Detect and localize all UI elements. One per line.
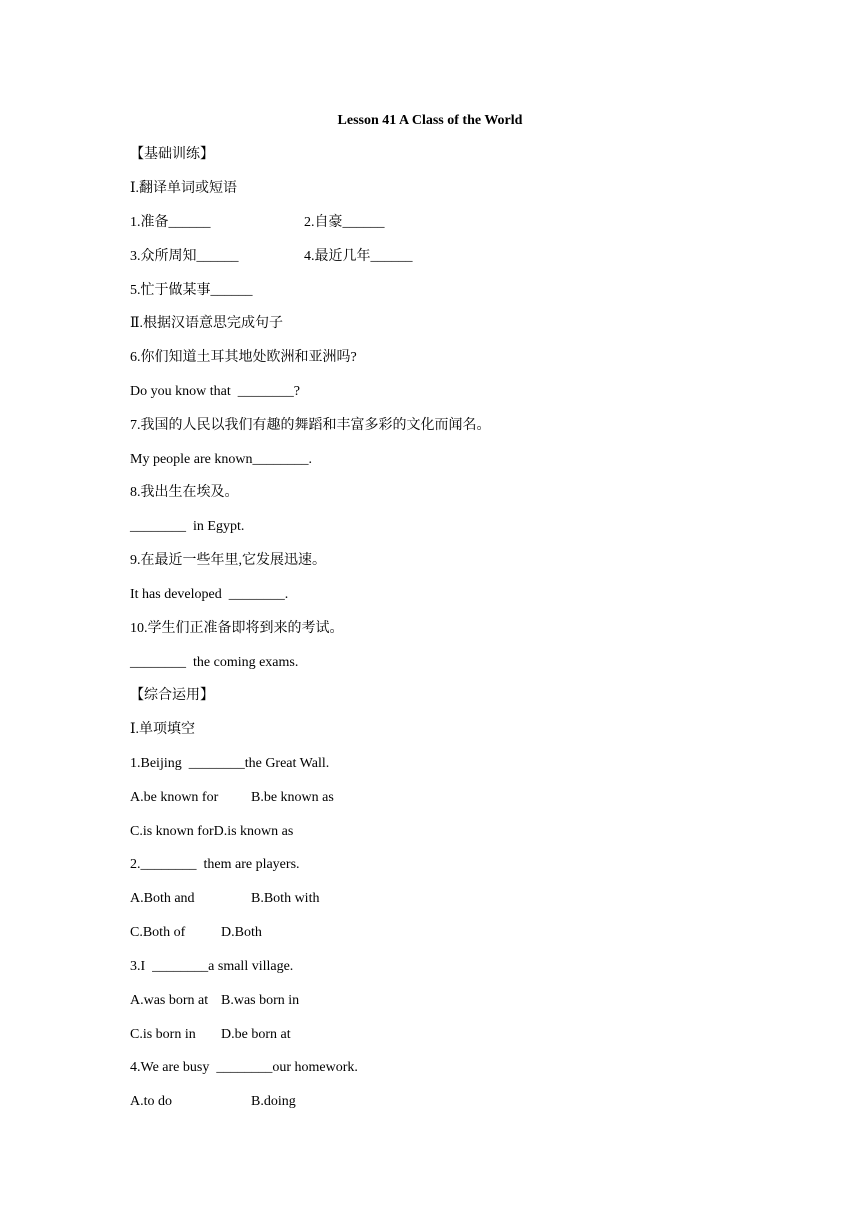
part-title-sentences: Ⅱ.根据汉语意思完成句子 [130,316,284,331]
mc-question-3: 3.I ________a small village. [130,959,294,974]
sentence-8-chinese: 8.我出生在埃及。 [130,485,239,500]
vocab-item-5: 5.忙于做某事______ [130,283,253,298]
sentence-10-chinese: 10.学生们正准备即将到来的考试。 [130,621,344,636]
page-title: Lesson 41 A Class of the World [337,113,523,128]
sentence-10-english: ________ the coming exams. [130,655,299,670]
mc-option-3d: D.be born at [221,1027,291,1042]
section-header-basic: 【基础训练】 [130,147,214,162]
mc-option-2c: C.Both of [130,925,186,940]
mc-option-1b: B.be known as [251,790,334,805]
mc-question-2: 2.________ them are players. [130,857,300,872]
mc-question-4: 4.We are busy ________our homework. [130,1060,358,1075]
vocab-item-4: 4.最近几年______ [304,249,413,264]
mc-option-1a: A.be known for [130,790,219,805]
sentence-7-english: My people are known________. [130,452,312,467]
sentence-8-english: ________ in Egypt. [130,519,245,534]
vocab-item-2: 2.自豪______ [304,215,385,230]
mc-option-3a: A.was born at [130,993,209,1008]
mc-option-2a: A.Both and [130,891,195,906]
sentence-7-chinese: 7.我国的人民以我们有趣的舞蹈和丰富多彩的文化而闻名。 [130,418,491,433]
mc-option-2b: B.Both with [251,891,320,906]
sentence-6-chinese: 6.你们知道土耳其地处欧洲和亚洲吗? [130,350,357,365]
mc-option-1cd: C.is known forD.is known as [130,824,294,839]
mc-option-2d: D.Both [221,925,262,940]
mc-option-3c: C.is born in [130,1027,196,1042]
section-header-comprehensive: 【综合运用】 [130,688,214,703]
vocab-item-3: 3.众所周知______ [130,249,239,264]
mc-option-4a: A.to do [130,1094,172,1109]
mc-option-3b: B.was born in [221,993,300,1008]
mc-question-1: 1.Beijing ________the Great Wall. [130,756,330,771]
part-title-multiple-choice: Ⅰ.单项填空 [130,722,196,737]
vocab-item-1: 1.准备______ [130,215,211,230]
sentence-6-english: Do you know that ________? [130,384,300,399]
sentence-9-chinese: 9.在最近一些年里,它发展迅速。 [130,553,326,568]
part-title-translate: Ⅰ.翻译单词或短语 [130,181,238,196]
mc-option-4b: B.doing [251,1094,296,1109]
sentence-9-english: It has developed ________. [130,587,289,602]
